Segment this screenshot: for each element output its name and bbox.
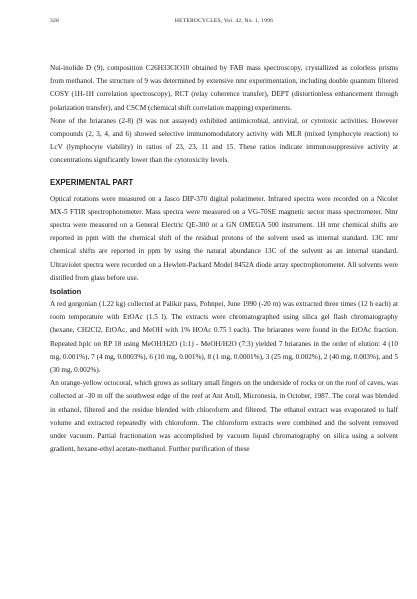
journal-citation: HETEROCYCLES, Vol. 42, No. 1, 1996 — [174, 18, 274, 24]
paragraph-compound-9: Nui-inolide D (9), composition C26H33ClO10 obtained by FAB mass spectroscopy, crystallized as colorless prisms from methanol. The structure of 9 was determined by extensive nmr experimentation, including double quantum filtered COSY (1H-1H correlation spectroscopy), RCT (relay coherence transfer), DEPT (distortionless enhancement through polarization transfer), and CSCM (chemical shift correlation mapping) experiments. — [50, 64, 398, 112]
paragraph-isolation-octocoral: An orange-yellow octocoral, which grows as solitary small fingers on the underside of rocks or on the roof of caves, was collected at -30 m off the southwest edge of the reef at Ant Atoll, Micronesia, in October, 1987. The coral was blended in ethanol, filtered and the residue blended with chloroform and filtered. The ethanol extract was evaporated to half volume and extracted repeatedly with chloroform. The chloroform extracts were combined and the solvent removed under vacuum. Partial fractionation was accomplished by vacuum liquid chromatography on silica using a solvent gradient, hexane-ethyl acetate-methanol. Further purification of these — [50, 379, 398, 454]
spacer — [50, 168, 398, 177]
subsection-heading-isolation: Isolation — [50, 287, 82, 297]
section-heading-experimental: EXPERIMENTAL PART — [50, 177, 134, 187]
paragraph-bioactivity: None of the briaranes (2-8) (9 was not assayed) exhibited antimicrobial, antiviral, or cytotoxic activities. However compounds (2, 3, 4, and 6) showed selective immunomodulatory activity with MLR (mixed lymphocyte reaction) to LcV (lymphocyte viability) in ratios of 23, 23, 11 and 15. These ratios indicate immunosuppressive activity at concentrations significantly lower than the cytotoxicity levels. — [50, 116, 398, 165]
paragraph-general-methods: Optical rotations were measured on a Jasco DIP-370 digital polarimeter. Infrared spectra were recorded on a Nicolet MX-5 FTIR spectrophotometer. Mass spectra were measured on a VG-70SE magnetic sector mass spectrometer. Nmr spectra were measured on a General Electric QE-300 or a GN OMEGA 500 instrument. 1H nmr chemical shifts are reported in ppm with the chemical shift of the residual protons of the solvent used as internal standard. 13C nmr chemical shifts are reported in ppm by using the natural abundance 13C of the solvent as an internal standard. Ultraviolet spectra were recorded on a Hewlett-Packard Model 8452A diode array spectrophotometer. All solvents were distilled from glass before use. — [50, 194, 398, 282]
page-number: 328 — [50, 18, 59, 24]
paragraph-isolation-gorgonian: A red gorgonian (1.22 kg) collected at Palikir pass, Pohnpei, June 1990 (-20 m) was extracted three times (12 h each) at room temperature with EtOAc (1.5 l). The extracts were chromatographed using silica gel flash chromatography (hexane, CH2Cl2, EtOAc, and MeOH with 1% HOAc 0.75 l each). The briaranes were found in the EtOAc fraction. Repeated hplc on RP 18 using MeOH/H2O (1:1) - MeOH/H2O (7:3) yielded 7 briaranes in the order of elution: 4 (10 mg, 0.001%), 7 (4 mg, 0.0003%), 6 (10 mg, 0.001%), 8 (1 mg, 0.0001%), 3 (25 mg, 0.002%), 2 (40 mg, 0.003%), and 5 (30 mg, 0.002%). — [50, 300, 398, 375]
running-header — [50, 18, 398, 30]
